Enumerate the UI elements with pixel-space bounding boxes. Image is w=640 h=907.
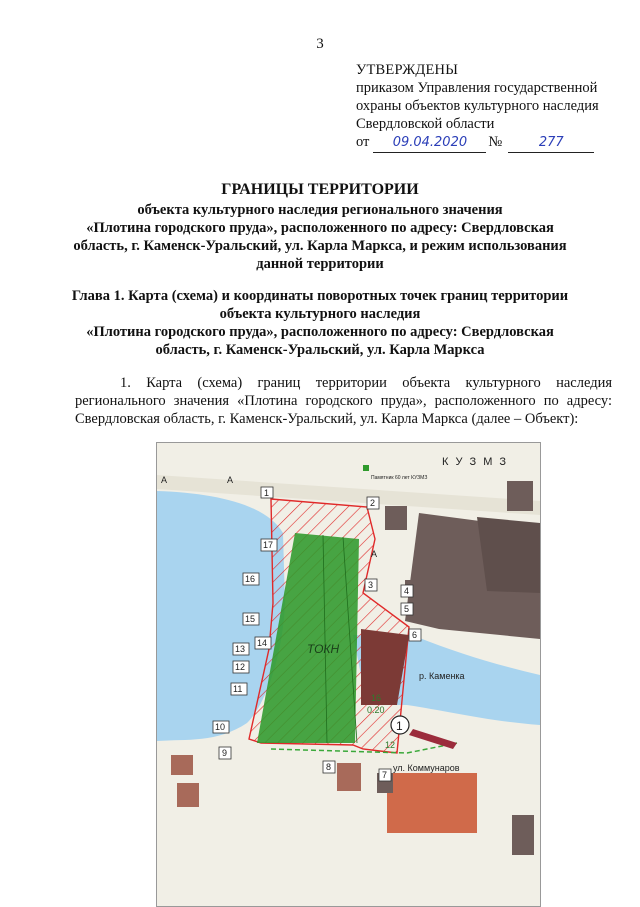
chapter-line-2: объекта культурного наследия bbox=[219, 306, 421, 322]
point-11: 11 bbox=[233, 684, 243, 694]
point-8: 8 bbox=[326, 762, 332, 772]
title-line-3: область, г. Каменск-Уральский, ул. Карла Маркса, и режим использования bbox=[73, 238, 567, 254]
label-a1: А bbox=[227, 475, 234, 485]
building-8 bbox=[337, 763, 361, 791]
label-020: 0.20 bbox=[367, 705, 385, 715]
building-se bbox=[512, 815, 534, 855]
label-a2: А bbox=[371, 549, 378, 559]
approval-date: 09.04.2020 bbox=[392, 135, 468, 150]
page-number: 3 bbox=[316, 36, 324, 52]
approval-stamp bbox=[356, 61, 636, 153]
approval-number-field bbox=[508, 133, 594, 153]
label-river: р. Каменка bbox=[419, 671, 465, 681]
point-6: 6 bbox=[412, 630, 418, 640]
building-sw2 bbox=[177, 783, 199, 807]
from-label: от bbox=[356, 134, 370, 150]
title-line-4: данной территории bbox=[256, 256, 384, 272]
point-3: 3 bbox=[368, 580, 374, 590]
label-12: 12 bbox=[385, 740, 396, 750]
building-sw1 bbox=[171, 755, 193, 775]
approval-signature-line bbox=[356, 133, 636, 153]
label-a3: А bbox=[161, 475, 168, 485]
factory-annex bbox=[477, 517, 540, 593]
title-main: ГРАНИЦЫ ТЕРРИТОРИИ bbox=[221, 181, 419, 198]
label-street: ул. Коммунаров bbox=[393, 763, 460, 773]
building-2 bbox=[385, 506, 407, 530]
approval-date-field bbox=[373, 133, 486, 153]
approval-heading: УТВЕРЖДЕНЫ bbox=[356, 62, 459, 78]
chapter-line-4: область, г. Каменск-Уральский, ул. Карла Маркса bbox=[155, 342, 485, 358]
label-small: Памятник 60 лет КУЗМЗ bbox=[371, 475, 428, 481]
paragraph-line-1: 1. Карта (схема) границ территории объекта культурного наследия bbox=[120, 375, 612, 391]
zone-marker-label: 1 bbox=[396, 719, 403, 733]
monument-marker bbox=[363, 465, 369, 471]
chapter-heading bbox=[60, 287, 580, 359]
point-13: 13 bbox=[235, 644, 246, 654]
point-17: 17 bbox=[263, 540, 274, 550]
title-line-1: объекта культурного наследия регионального значения bbox=[137, 202, 503, 218]
approval-number: 277 bbox=[538, 135, 564, 150]
label-kuzmz: К У З М З bbox=[442, 456, 509, 468]
point-12: 12 bbox=[235, 662, 246, 672]
point-16: 16 bbox=[245, 574, 256, 584]
approval-line-1: приказом Управления государственной bbox=[356, 80, 598, 96]
building-ne bbox=[507, 481, 533, 511]
point-2: 2 bbox=[370, 498, 376, 508]
point-14: 14 bbox=[257, 638, 268, 648]
paragraph-1 bbox=[75, 374, 612, 428]
building-south bbox=[387, 773, 477, 833]
point-1: 1 bbox=[264, 488, 270, 498]
map-drawing bbox=[157, 443, 540, 906]
number-label: № bbox=[488, 134, 503, 150]
chapter-line-1: Глава 1. Карта (схема) и координаты поворотных точек границ территории bbox=[71, 288, 569, 304]
label-16: 16 bbox=[371, 693, 382, 703]
document-title bbox=[60, 181, 580, 273]
paragraph-line-2: регионального значения «Плотина городского пруда», расположенного по адресу: bbox=[75, 393, 612, 409]
approval-line-2: охраны объектов культурного наследия bbox=[356, 98, 599, 114]
chapter-line-3: «Плотина городского пруда», расположенного по адресу: Свердловская bbox=[86, 324, 554, 340]
territory-map bbox=[156, 442, 541, 907]
point-10: 10 bbox=[215, 722, 226, 732]
point-9: 9 bbox=[222, 748, 228, 758]
point-7: 7 bbox=[382, 770, 388, 780]
title-line-2: «Плотина городского пруда», расположенного по адресу: Свердловская bbox=[86, 220, 554, 236]
point-5: 5 bbox=[404, 604, 410, 614]
point-4: 4 bbox=[404, 586, 410, 596]
approval-line-3: Свердловской области bbox=[356, 116, 495, 132]
point-15: 15 bbox=[245, 614, 256, 624]
paragraph-line-3: Свердловская область, г. Каменск-Уральский, ул. Карла Маркса (далее – Объект): bbox=[75, 411, 579, 427]
label-tokn: ТОКН bbox=[307, 642, 340, 656]
